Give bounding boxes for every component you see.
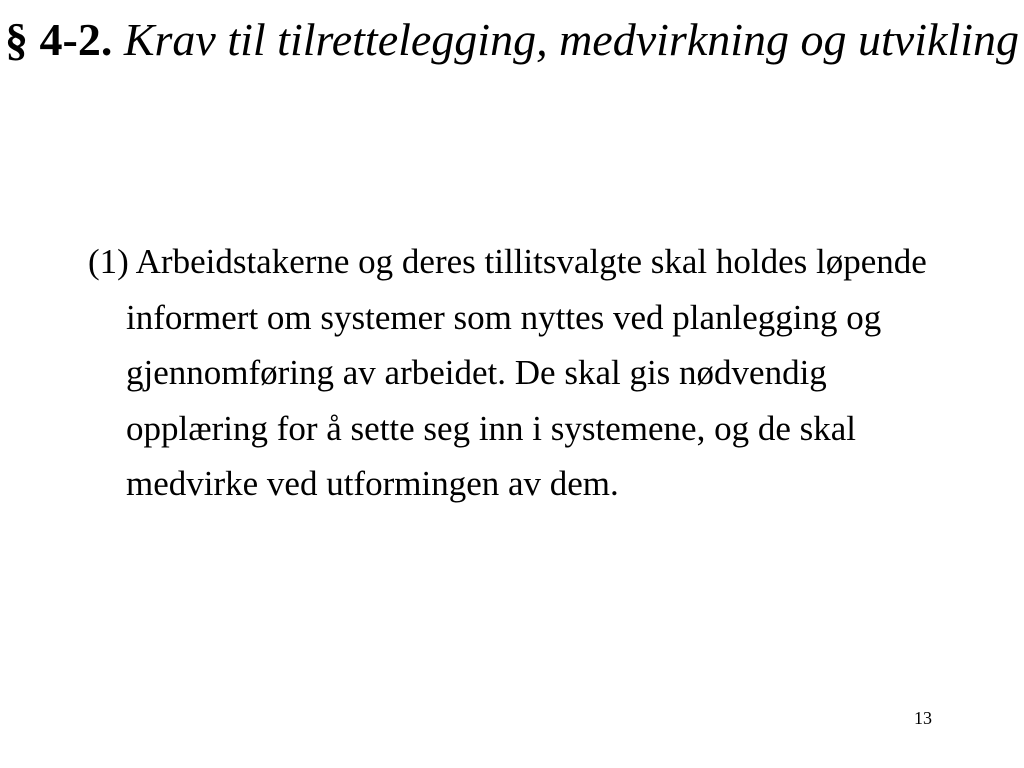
- paragraph-number: (1): [88, 242, 129, 281]
- page-number: 13: [914, 708, 932, 728]
- slide-body: [88, 234, 948, 512]
- slide-title: [0, 12, 1024, 68]
- section-number: § 4-2.: [5, 14, 113, 65]
- paragraph: [88, 234, 948, 512]
- section-title: Krav til tilrettelegging, medvirkning og utvikling: [123, 14, 1019, 65]
- paragraph-text: Arbeidstakerne og deres tillitsvalgte skal holdes løpende informert om systemer som nyttes ved planlegging og gjennomføring av arbeidet. De skal gis nødvendig opplæring for å sette seg inn i systemene, og de skal medvirke ved utformingen av dem.: [126, 242, 927, 503]
